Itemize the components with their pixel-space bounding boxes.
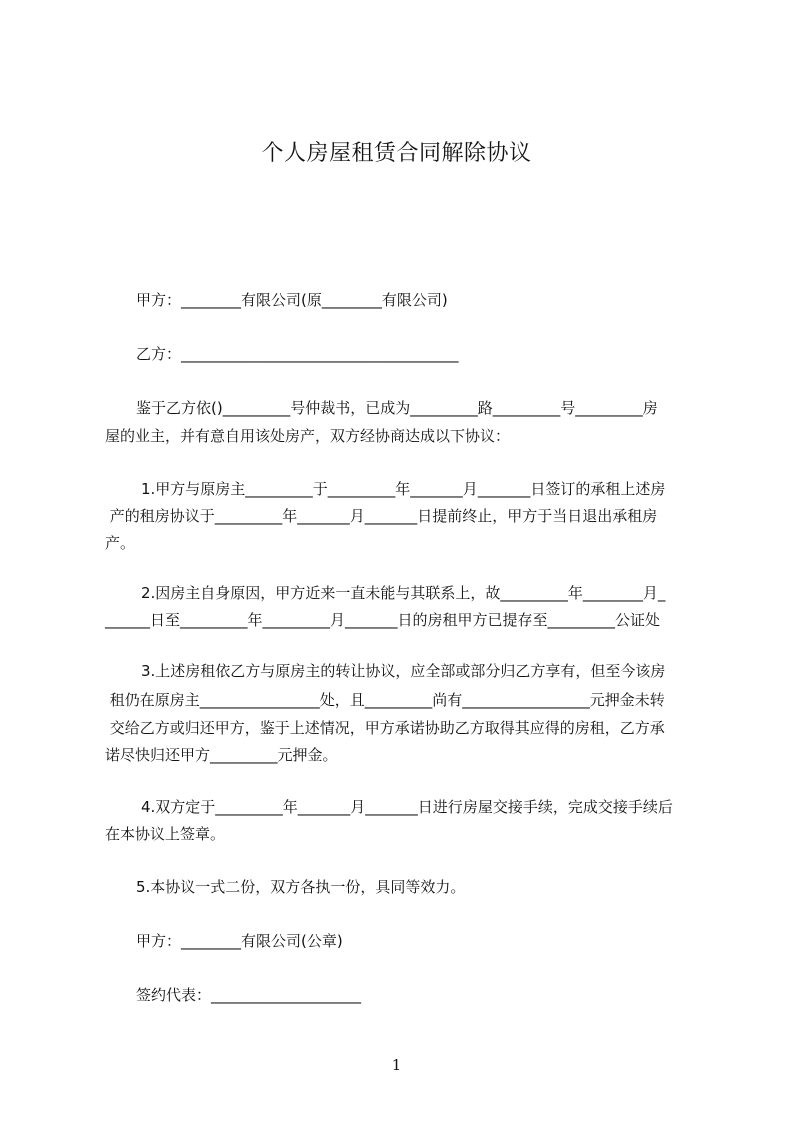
page-number: 1 bbox=[391, 1056, 402, 1074]
signature-representative: 签约代表：____________________ bbox=[136, 986, 362, 1004]
clause-5-line-1: 5.本协议一式二份，双方各执一份，具同等效力。 bbox=[136, 878, 466, 896]
clause-3-line-4: 诺尽快归还甲方_________元押金。 bbox=[105, 746, 338, 764]
clause-4-line-1: 4.双方定于_________年_______月_______日进行房屋交接手续，完成交接手续后 bbox=[141, 798, 673, 816]
party-b-line: 乙方：_____________________________________ bbox=[136, 345, 459, 363]
clause-1-line-2: 产的租房协议于_________年_______月_______日提前终止，甲方于当日退出承租房 bbox=[105, 507, 658, 525]
clause-1-line-1: 1.甲方与原房主_________于_________年_______月_______日签订的承租上述房 bbox=[141, 480, 666, 498]
clause-4-line-2: 在本协议上签章。 bbox=[105, 825, 226, 843]
clause-3-line-1: 3.上述房租依乙方与原房主的转让协议，应全部或部分归乙方享有，但至今该房 bbox=[141, 662, 666, 680]
party-a-line: 甲方：________有限公司(原________有限公司) bbox=[136, 291, 448, 309]
clause-2-line-1: 2.因房主自身原因，甲方近来一直未能与其联系上，故_________年________月_ bbox=[141, 584, 666, 602]
clause-3-line-3: 交给乙方或归还甲方，鉴于上述情况，甲方承诺协助乙方取得其应得的房租，乙方承 bbox=[105, 719, 665, 737]
signature-party-a: 甲方：________有限公司(公章) bbox=[136, 932, 343, 950]
clause-3-line-2: 租仍在原房主________________处，且_________尚有_________________元押金未转 bbox=[105, 691, 665, 709]
document-title: 个人房屋租赁合同解除协议 bbox=[261, 141, 532, 166]
clause-2-line-2: ______日至_________年_________月_______日的房租甲方已提存至_________公证处 bbox=[105, 611, 661, 629]
preamble-line-1: 鉴于乙方依()_________号仲裁书，已成为_________路_________号_________房 bbox=[136, 399, 658, 417]
preamble-line-2: 屋的业主，并有意自用该处房产，双方经协商达成以下协议： bbox=[105, 427, 511, 445]
clause-1-line-3: 产。 bbox=[105, 534, 136, 552]
